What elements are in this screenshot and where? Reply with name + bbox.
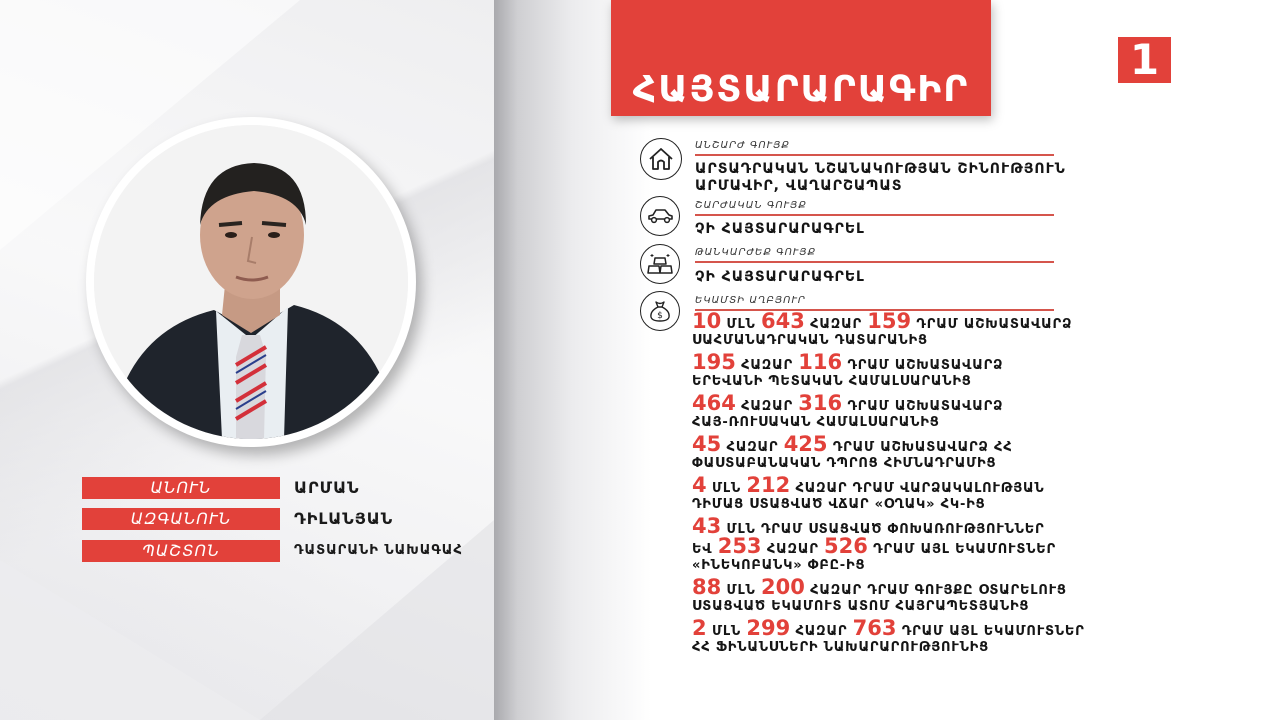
movable-property-value: ՉԻ ՀԱՅՏԱՐԱՐԱԳՐԵԼ — [695, 221, 865, 237]
background-facet — [0, 560, 260, 720]
money-bag-icon — [640, 291, 680, 331]
income-text: ԴՐԱՄ ԱՅԼ ԵԿԱՄՈՒՏՆԵՐ — [896, 624, 1085, 639]
income-source: ՓԱՍՏԱԲԱՆԱԿԱՆ ԴՊՐՈՑ ՀԻՄՆԱԴՐԱՄԻՑ — [692, 456, 997, 471]
income-line — [692, 516, 1112, 536]
income-amount: 10 — [692, 309, 722, 333]
income-text: ՄԼՆ ԴՐԱՄ ՍՏԱՑՎԱԾ ՓՈԽԱՌՈՒԹՅՈՒՆՆԵՐ — [721, 522, 1045, 537]
income-source-label: ԵԿԱՄՏԻ ԱՂԲՅՈՒՐ — [695, 295, 806, 306]
income-text: ՀԱԶԱՐ — [790, 624, 853, 639]
svg-text:$: $ — [657, 311, 663, 321]
income-amount: 253 — [717, 534, 762, 558]
first-name-label: ԱՆՈՒՆ — [82, 477, 280, 499]
position-value: ԴԱՏԱՐԱՆԻ ՆԱԽԱԳԱՀ — [294, 543, 463, 558]
income-text: ԴՐԱՄ ԱՇԽԱՏԱՎԱՐՁ — [911, 317, 1073, 332]
income-item — [692, 393, 1112, 434]
income-source: ԵՐԵՎԱՆԻ ՊԵՏԱԿԱՆ ՀԱՄԱԼՍԱՐԱՆԻՑ — [692, 374, 972, 389]
income-amount: 464 — [692, 391, 736, 415]
income-amount: 88 — [692, 575, 722, 599]
real-estate-label: ԱՆՇԱՐԺ ԳՈՒՅՔ — [695, 140, 790, 151]
income-line — [692, 475, 1112, 495]
avatar-frame — [86, 117, 416, 447]
income-text: ՀԱԶԱՐ — [735, 358, 799, 373]
section-divider — [695, 154, 1054, 156]
income-line — [692, 393, 1112, 413]
channel-logo — [1118, 37, 1171, 83]
income-text: ԴՐԱՄ ԱՅԼ ԵԿԱՄՈՒՏՆԵՐ — [867, 542, 1056, 557]
income-text: ՀԱԶԱՐ ԴՐԱՄ ԳՈՒՅՔԸ ՕՏԱՐԵԼՈՒՑ — [804, 583, 1067, 598]
income-amount: 763 — [852, 616, 897, 640]
income-text: ԴՐԱՄ ԱՇԽԱՏԱՎԱՐՁ ՀՀ — [827, 440, 1013, 455]
income-item — [692, 352, 1112, 393]
section-divider — [695, 214, 1054, 216]
income-line — [692, 352, 1112, 372]
last-name-value: ԴԻԼԱՆՅԱՆ — [294, 509, 394, 528]
first-name-value: ԱՐՄԱՆ — [294, 478, 360, 497]
income-amount: 43 — [692, 514, 722, 538]
income-amount: 643 — [760, 309, 805, 333]
income-item — [692, 516, 1112, 577]
income-source: ԴԻՄԱՑ ՍՏԱՑՎԱԾ ՎՃԱՐ «ՕՂԱԿ» ՀԿ-ԻՑ — [692, 497, 986, 512]
channel-logo-number: 1 — [1129, 35, 1160, 84]
income-amount: 4 — [692, 473, 707, 497]
income-line — [692, 618, 1112, 638]
income-source: «ԻՆԵԿՈԲԱՆԿ» ՓԲԸ-ԻՑ — [692, 558, 866, 573]
gold-bars-icon — [640, 244, 680, 284]
income-text: ՄԼՆ — [721, 583, 761, 598]
income-text: ՄԼՆ — [706, 624, 747, 639]
section-divider — [695, 261, 1054, 263]
income-amount: 195 — [692, 350, 736, 374]
income-line — [692, 311, 1112, 331]
valuables-label: ԹԱՆԿԱՐԺԵՔ ԳՈՒՅՔ — [695, 247, 817, 258]
income-text: ՀԱԶԱՐ — [761, 542, 824, 557]
income-amount: 212 — [746, 473, 791, 497]
real-estate-value-line2: ԱՐՄԱՎԻՐ, ՎԱՂԱՐՇԱՊԱՏ — [695, 178, 903, 194]
income-text: ԴՐԱՄ ԱՇԽԱՏԱՎԱՐՁ — [842, 358, 1004, 373]
income-list — [692, 311, 1112, 659]
valuables-value: ՉԻ ՀԱՅՏԱՐԱՐԱԳՐԵԼ — [695, 269, 865, 285]
income-line — [692, 434, 1112, 454]
income-text: ՀԱԶԱՐ — [721, 440, 784, 455]
position-label: ՊԱՇՏՈՆ — [82, 540, 280, 562]
income-source: ՍՏԱՑՎԱԾ ԵԿԱՄՈՒՏ ԱՏՈՄ ՀԱՅՐԱՊԵՏՅԱՆԻՑ — [692, 599, 1030, 614]
income-item — [692, 311, 1112, 352]
income-amount: 526 — [824, 534, 868, 558]
income-source: ՀԱՅ-ՌՈՒՍԱԿԱՆ ՀԱՄԱԼՍԱՐԱՆԻՑ — [692, 415, 940, 430]
income-text: ՀԱԶԱՐ — [804, 317, 868, 332]
income-text: ՀԱԶԱՐ ԴՐԱՄ ՎԱՐՁԱԿԱԼՈՒԹՅԱՆ — [790, 481, 1045, 496]
income-text: ՄԼՆ — [721, 317, 761, 332]
income-line — [692, 577, 1112, 597]
income-amount: 200 — [760, 575, 805, 599]
income-amount: 316 — [798, 391, 843, 415]
income-text: ԴՐԱՄ ԱՇԽԱՏԱՎԱՐՁ — [842, 399, 1004, 414]
movable-property-label: ՇԱՐԺԱԿԱՆ ԳՈՒՅՔ — [695, 200, 807, 211]
income-amount: 425 — [783, 432, 828, 456]
last-name-label: ԱԶԳԱՆՈՒՆ — [82, 508, 280, 530]
income-item — [692, 434, 1112, 475]
title-banner — [611, 0, 991, 116]
car-icon — [640, 196, 680, 236]
income-item — [692, 577, 1112, 618]
income-item — [692, 618, 1112, 659]
income-amount: 299 — [746, 616, 791, 640]
income-amount: 116 — [798, 350, 843, 374]
income-text: ՄԼՆ — [706, 481, 747, 496]
income-text: ՀԱԶԱՐ — [735, 399, 799, 414]
portrait-photo — [94, 125, 408, 439]
real-estate-value-line1: ԱՐՏԱԴՐԱԿԱՆ ՆՇԱՆԱԿՈՒԹՅԱՆ ՇԻՆՈՒԹՅՈՒՆ — [695, 161, 1066, 177]
income-amount: 45 — [692, 432, 722, 456]
income-line — [692, 536, 1112, 556]
income-source: ՍԱՀՄԱՆԱԴՐԱԿԱՆ ԴԱՏԱՐԱՆԻՑ — [692, 333, 928, 348]
income-amount: 2 — [692, 616, 707, 640]
income-amount: 159 — [867, 309, 912, 333]
income-text: ԵՎ — [692, 542, 718, 557]
house-icon — [640, 138, 682, 180]
income-source: ՀՀ ՖԻՆԱՆՍՆԵՐԻ ՆԱԽԱՐԱՐՈՒԹՅՈՒՆԻՑ — [692, 640, 990, 655]
page-title: ՀԱՅՏԱՐԱՐԱԳԻՐ — [632, 69, 970, 110]
portrait-illustration — [94, 125, 408, 439]
income-item — [692, 475, 1112, 516]
